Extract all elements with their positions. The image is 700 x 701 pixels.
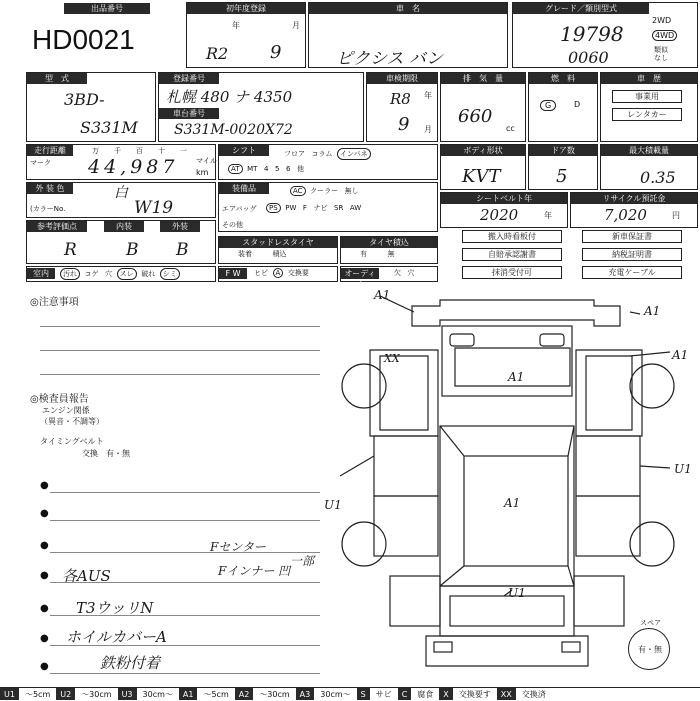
shift-other[interactable]: 他 xyxy=(297,165,304,173)
doc-charging[interactable]: 充電ケーブル xyxy=(582,266,682,279)
stud-opts xyxy=(236,249,289,259)
mileage-marker: マーク xyxy=(30,159,51,167)
audio-hole[interactable]: 穴 xyxy=(407,269,415,277)
mileage-label: 走行距離 xyxy=(27,145,73,156)
body-label: ボディ形状 xyxy=(441,145,525,156)
color-code-label: (カラーNo. xyxy=(30,205,66,213)
equip-none[interactable]: 無し xyxy=(344,187,359,195)
displacement-unit: cc xyxy=(506,124,515,133)
legend-val-3: ～5cm xyxy=(203,690,229,699)
legend-key-2: U3 xyxy=(118,688,137,700)
shift-6[interactable]: 6 xyxy=(285,165,291,173)
legend-val-0: ～5cm xyxy=(24,690,51,699)
seatbelt-unit: 年 xyxy=(544,211,552,220)
shift-floor[interactable]: フロア xyxy=(284,150,305,158)
inspection-year-unit: 年 xyxy=(424,91,432,100)
fuel-d: D xyxy=(574,100,581,109)
exterior-value: B xyxy=(176,240,189,260)
grade-value: 19798 xyxy=(560,22,624,46)
damage-legend xyxy=(0,687,700,700)
legend-key-8: X xyxy=(439,688,452,700)
audio-missing[interactable]: 欠 xyxy=(394,269,401,277)
inspection-value: R8 xyxy=(390,90,411,108)
lot-number-label: 出品番号 xyxy=(64,3,150,14)
legend-val-9: 交換済 xyxy=(521,690,546,699)
legend-key-6: S xyxy=(357,688,370,700)
doc-warranty[interactable]: 新車保証書 xyxy=(582,230,682,243)
exterior-label: 外装 xyxy=(160,221,200,232)
note-extra-2: 一部 xyxy=(290,554,315,568)
color-value: 白 xyxy=(114,185,128,201)
doc-insurance[interactable]: 自賠承認謝書 xyxy=(462,248,562,261)
cond-stain[interactable]: シミ xyxy=(160,268,180,280)
equip-row2 xyxy=(266,203,363,213)
mileage-unit-1: 千 xyxy=(114,147,121,155)
doors-label: ドア数 xyxy=(529,145,597,156)
doc-cancel[interactable]: 抹消受付可 xyxy=(462,266,562,279)
drive-4wd: 4WD xyxy=(652,30,677,41)
mark-0: A1 xyxy=(374,288,391,302)
notes-title: ◎注意事項 xyxy=(30,297,79,308)
inspection-label: 車検期限 xyxy=(367,73,437,84)
capacity-value: 0.35 xyxy=(640,168,676,187)
recycle-label: リサイクル預託金 xyxy=(571,193,697,204)
reg-no-value: 札幌 480 ナ 4350 xyxy=(166,88,293,106)
first-reg-month: 9 xyxy=(270,42,282,63)
note-extra-1: Fインナー 凹 xyxy=(218,564,291,578)
bullet-3: ● xyxy=(40,570,49,581)
inspection-month: 9 xyxy=(398,114,410,135)
fw-crack[interactable]: ヒビ xyxy=(254,269,268,277)
first-reg-label: 初年度登録 xyxy=(187,3,305,14)
mileage-unit-2: 百 xyxy=(136,147,143,155)
legend-key-5: A3 xyxy=(296,688,315,700)
legend-key-0: U1 xyxy=(0,688,19,700)
legend-key-3: A1 xyxy=(179,688,198,700)
shift-4[interactable]: 4 xyxy=(263,165,269,173)
car-name-label: 車 名 xyxy=(309,3,507,14)
legend-key-9: XX xyxy=(497,688,516,700)
legend-val-2: 30cm～ xyxy=(142,690,173,699)
equip-sr[interactable]: SR xyxy=(334,204,344,212)
shift-label: シフト xyxy=(219,145,269,156)
equip-aw[interactable]: AW xyxy=(349,204,362,212)
tire-yes[interactable]: 有 xyxy=(360,250,367,258)
spare-label: スペア xyxy=(640,619,661,627)
lot-id: HD0021 xyxy=(32,24,135,55)
bullet-0: ● xyxy=(40,480,49,491)
inspection-month-unit: 月 xyxy=(424,125,432,134)
legend-val-6: サビ xyxy=(375,690,392,699)
mark-7: A1 xyxy=(504,496,521,510)
history-business[interactable]: 事業用 xyxy=(612,90,682,103)
legend-val-7: 腐食 xyxy=(417,690,434,699)
equip-cooler[interactable]: クーラー xyxy=(310,187,339,195)
mark-3: A1 xyxy=(508,370,525,384)
note-bullet-5: ホイルカバーA xyxy=(66,628,167,646)
displacement-value: 660 xyxy=(458,106,493,127)
legend-key-4: A2 xyxy=(235,688,254,700)
timing-sub: 交換 有・無 xyxy=(82,449,130,458)
equip-navi[interactable]: ナビ xyxy=(313,204,328,212)
doc-tax[interactable]: 納税証明書 xyxy=(582,248,682,261)
legend-key-7: C xyxy=(398,688,412,700)
interior-value: B xyxy=(126,240,139,260)
drive-2wd: 2WD xyxy=(652,16,672,25)
audio-opts xyxy=(392,268,417,278)
color-label: 外 装 色 xyxy=(27,183,73,194)
interior-label: 内装 xyxy=(104,221,144,232)
seatbelt-value: 2020 xyxy=(480,206,519,224)
note-bullet-3: 各AUS xyxy=(62,567,111,585)
fuel-label: 燃 料 xyxy=(529,73,597,84)
fw-replace[interactable]: 交換要 xyxy=(287,269,309,277)
mark-4: A1 xyxy=(672,348,689,362)
equip-other-label: その他 xyxy=(222,221,243,229)
bullet-4: ● xyxy=(40,603,49,614)
cond-dirt[interactable]: 汚れ xyxy=(60,268,80,280)
equip-airbag-label: エアバッグ xyxy=(222,205,257,213)
body-value: KVT xyxy=(462,166,501,187)
mileage-unit: km xyxy=(196,168,209,177)
tire-opts xyxy=(358,249,397,259)
mileage-unit-3: 十 xyxy=(158,147,165,155)
bullet-6: ● xyxy=(40,661,49,672)
bullet-1: ● xyxy=(40,508,49,519)
shift-opts xyxy=(282,148,371,160)
tire-no[interactable]: 無 xyxy=(387,250,395,258)
cond-scuff[interactable]: スレ xyxy=(117,268,137,280)
stud-label: スタッドレスタイヤ xyxy=(219,237,337,248)
fw-a[interactable]: A xyxy=(273,268,284,278)
legend-val-8: 交換要す xyxy=(458,690,491,699)
first-reg-era-year: R2 xyxy=(206,44,229,63)
shift-at[interactable]: AT xyxy=(228,164,243,174)
fw-label: F W xyxy=(219,268,247,279)
history-label: 車 歴 xyxy=(601,73,697,84)
equip-label: 装備品 xyxy=(219,183,269,194)
mark-5: U1 xyxy=(674,462,692,476)
note-bullet-6: 鉄粉付着 xyxy=(100,654,161,672)
car-name: ピクシス バン xyxy=(336,49,443,69)
stud-fitted[interactable]: 装着 xyxy=(238,250,252,258)
legend-key-1: U2 xyxy=(56,688,75,700)
doc-signboard[interactable]: 搬入時看板付 xyxy=(462,230,562,243)
color-code-value: W19 xyxy=(134,198,174,218)
equip-pw[interactable]: PW xyxy=(285,204,297,212)
cond-tear[interactable]: 破れ xyxy=(141,270,156,278)
equip-row1 xyxy=(290,186,361,196)
year-unit: 年 xyxy=(232,21,240,30)
audio-label: オーディオ xyxy=(341,268,379,279)
equip-ac[interactable]: AC xyxy=(290,186,306,196)
doors-value: 5 xyxy=(556,166,568,187)
model-value2: S331M xyxy=(80,118,138,137)
interior-cond-label: 室内 xyxy=(27,268,55,279)
displacement-label: 排 気 量 xyxy=(441,73,525,84)
shift-column[interactable]: コラム xyxy=(311,150,333,158)
legend-val-4: ～30cm xyxy=(259,690,290,699)
mark-8: U1 xyxy=(508,586,526,600)
tire-label: タイヤ積込 xyxy=(341,237,437,248)
cond-hole[interactable]: 穴 xyxy=(105,270,113,278)
bullet-2: ● xyxy=(40,540,49,551)
month-unit: 月 xyxy=(292,21,300,30)
mark-6: U1 xyxy=(324,498,342,512)
bullet-5: ● xyxy=(40,633,49,644)
fuel-g: G xyxy=(540,100,556,111)
shift-mt[interactable]: MT xyxy=(247,165,258,173)
mileage-unit-0: 万 xyxy=(92,147,99,155)
mark-2: XX xyxy=(384,352,400,365)
equip-ps[interactable]: PS xyxy=(266,203,281,213)
stud-loaded[interactable]: 積込 xyxy=(272,250,287,258)
shift-opts2 xyxy=(228,164,306,174)
grade-label: グレード／類別型式 xyxy=(513,3,649,14)
spare-value: 有・無 xyxy=(638,645,662,654)
grade-value2: 0060 xyxy=(568,48,609,67)
history-rental[interactable]: レンタカー xyxy=(612,108,682,121)
chassis-label: 車台番号 xyxy=(159,108,219,119)
seatbelt-label: シートベルト年 xyxy=(441,193,567,204)
recycle-value: 7,020 xyxy=(604,206,647,224)
note-bullet-4: T3ウッリN xyxy=(76,599,154,617)
engine-sub: （異音・不調等） xyxy=(40,417,104,426)
mileage-value: 44,987 xyxy=(88,156,179,178)
model-value1: 3BD- xyxy=(64,90,105,109)
inspector-title: ◎検査員報告 xyxy=(30,394,89,405)
drive-none: 類似なし xyxy=(654,46,668,62)
shift-5[interactable]: 5 xyxy=(274,165,280,173)
mile-unit: マイル xyxy=(196,157,217,165)
mark-1: A1 xyxy=(644,304,661,318)
interior-cond-opts xyxy=(60,268,180,280)
model-label: 型 式 xyxy=(27,73,87,84)
note-extra-0: Fセンター xyxy=(210,540,266,554)
reg-no-label: 登録番号 xyxy=(159,73,219,84)
recycle-unit: 円 xyxy=(672,211,680,220)
engine-label: エンジン関係 xyxy=(42,406,90,415)
timing-label: タイミングベルト xyxy=(40,437,104,446)
ref-value: R xyxy=(64,240,77,260)
chassis-value: S331M-0020X72 xyxy=(174,122,293,138)
shift-inpane[interactable]: インパネ xyxy=(337,148,371,160)
cond-burn[interactable]: コゲ xyxy=(84,270,99,278)
mileage-unit-4: 一 xyxy=(180,147,187,155)
legend-val-5: 30cm～ xyxy=(320,690,351,699)
legend-val-1: ～30cm xyxy=(81,690,112,699)
capacity-label: 最大積載量 xyxy=(601,145,697,156)
equip-f[interactable]: F xyxy=(302,204,307,212)
fw-opts xyxy=(252,268,311,278)
ref-label: 参考評価点 xyxy=(27,221,87,232)
